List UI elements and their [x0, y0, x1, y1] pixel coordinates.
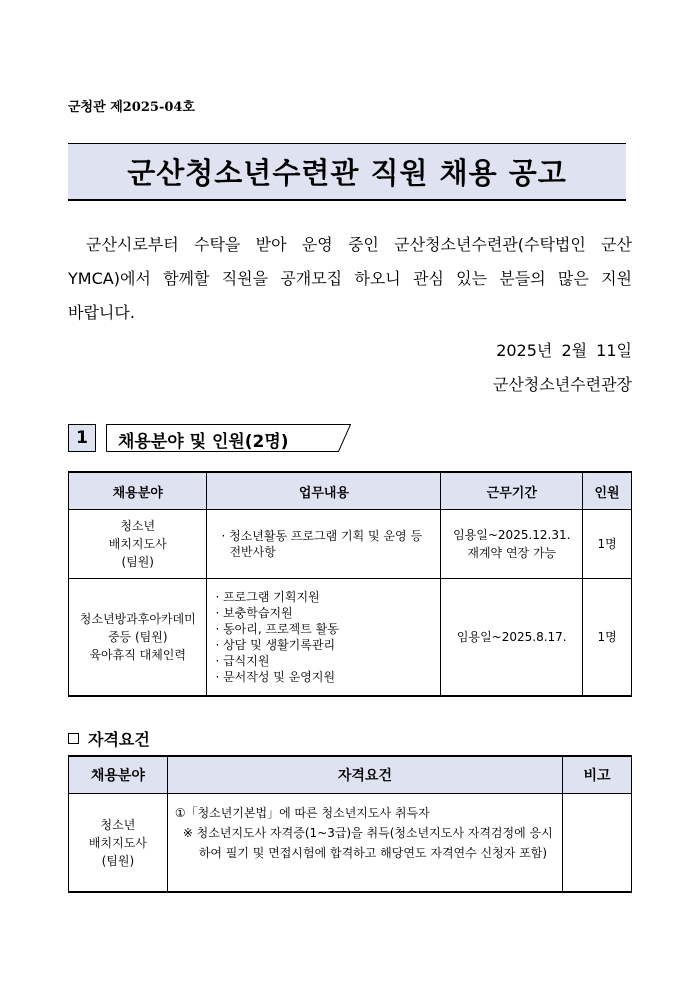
period-line: 임용일~2025.8.17. [456, 630, 567, 644]
period-line: 임용일~2025.12.31. [453, 528, 571, 542]
intro-text: 군산시로부터 수탁을 받아 운영 중인 군산청소년수련관(수탁법인 군산YMCA)에서 함께할 직원을 공개모집 하오니 관심 있는 분들의 많은 지원 바랍니다. [68, 235, 632, 322]
field-line: 배치지도사 [108, 537, 167, 551]
duty-item: · 상담 및 생활기록관리 [215, 638, 336, 652]
section-number: 1 [68, 424, 96, 452]
title-banner [68, 143, 626, 201]
table-row [69, 510, 632, 579]
table-header-row [69, 472, 632, 510]
qualification-table [68, 755, 632, 893]
duties-cell [207, 510, 441, 579]
section-2-label: 자격요건 [88, 730, 150, 749]
announcement-date: 2025년 2월 11일 [496, 341, 632, 360]
header-remarks: 비고 [563, 756, 632, 794]
remarks-cell [563, 794, 632, 893]
field-cell [69, 794, 168, 893]
section-1-heading [68, 424, 351, 452]
section-label-box [106, 424, 351, 452]
field-line: (팀원) [121, 555, 154, 569]
table-header-row [69, 756, 632, 794]
field-line: 청소년 [100, 817, 136, 832]
field-line: 청소년 [120, 519, 156, 533]
header-field: 채용분야 [69, 472, 207, 510]
checkbox-square-icon [68, 733, 79, 744]
field-line: 중등 (팀원) [107, 630, 168, 644]
field-cell [69, 579, 207, 697]
field-line: 배치지도사 [88, 835, 147, 850]
field-line: 육아휴직 대체인력 [89, 648, 186, 662]
duties-cell [207, 579, 441, 697]
field-line: (팀원) [101, 853, 135, 868]
requirements-cell [167, 794, 562, 893]
period-line: 재계약 연장 가능 [467, 546, 557, 560]
count-cell: 1명 [583, 510, 632, 579]
recruitment-table [68, 471, 632, 697]
duty-item: · 동아리, 프로젝트 활동 [215, 622, 339, 636]
duty-item: · 문서작성 및 운영지원 [215, 670, 336, 684]
period-cell [441, 510, 583, 579]
duty-item: · 프로그램 기획지원 [215, 590, 320, 604]
duty-item: · 급식지원 [215, 654, 270, 668]
count-cell: 1명 [583, 579, 632, 697]
header-requirements: 자격요건 [167, 756, 562, 794]
signer-name: 군산청소년수련관장 [492, 375, 632, 394]
duty-item: · 청소년활동 프로그램 기획 및 운영 등 전반사항 [221, 529, 423, 559]
field-line: 청소년방과후아카데미 [79, 612, 196, 626]
section-2-heading [68, 727, 150, 750]
section-label: 채용분야 및 인원(2명) [118, 432, 289, 452]
requirement-note: ※ 청소년지도사 자격증(1~3급)을 취득(청소년지도사 자격검정에 응시하여 필기 및 면접시험에 합격하고 해당연도 자격연수 신청자 포함) [182, 826, 553, 860]
header-count: 인원 [583, 472, 632, 510]
header-field: 채용분야 [69, 756, 168, 794]
period-cell [441, 579, 583, 697]
header-period: 근무기간 [441, 472, 583, 510]
table-row [69, 794, 632, 893]
requirement-main: ①「청소년기본법」에 따른 청소년지도사 취득자 [174, 806, 430, 820]
table-row [69, 579, 632, 697]
header-duties: 업무내용 [207, 472, 441, 510]
intro-paragraph [68, 228, 632, 330]
field-cell [69, 510, 207, 579]
document-number: 군청관 제2025-04호 [68, 100, 195, 115]
page-title: 군산청소년수련관 직원 채용 공고 [127, 156, 567, 190]
duty-item: · 보충학습지원 [215, 606, 293, 620]
